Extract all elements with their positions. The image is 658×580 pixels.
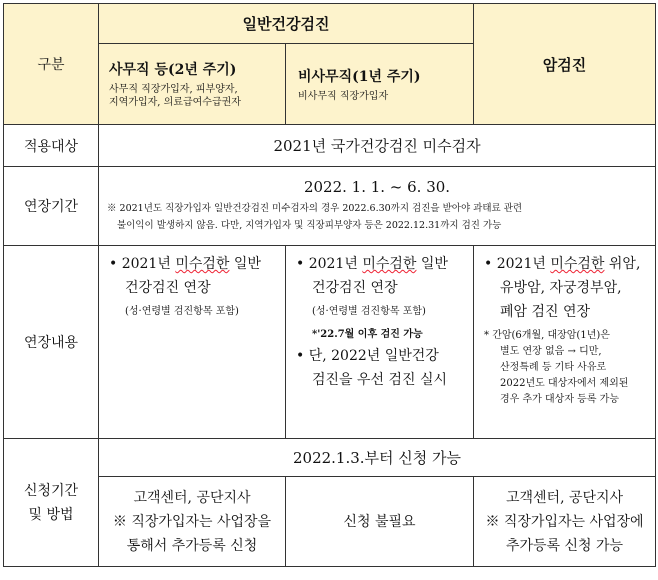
cancer-bullet-line-1 xyxy=(484,252,649,276)
extension-period-label: 연장기간 xyxy=(4,167,99,246)
non-office-bullet-year: • 2021년 xyxy=(296,256,358,272)
office-application xyxy=(99,477,286,567)
cancer-bullet-year: • 2021년 xyxy=(484,256,546,272)
non-office-application: 신청 불필요 xyxy=(286,477,474,567)
cancer-bullet-line-3: 폐암 검진 연장 xyxy=(500,304,591,320)
non-office-bullet2-line-2: 검진을 우선 검진 실시 xyxy=(312,372,448,388)
office-bullet-unexamined: 미수검한 xyxy=(175,256,230,272)
cancer-note-2: 별도 연장 없음 → 디만, xyxy=(500,346,602,357)
office-bullet-general: 일반 xyxy=(233,256,261,272)
application-label xyxy=(4,439,99,567)
non-office-star-note: *'22.7월 이후 검진 가능 xyxy=(312,329,423,340)
cancer-extension-details xyxy=(474,246,656,439)
cancer-bullet-stomach: 위암, xyxy=(608,256,641,272)
office-bullet-year: • 2021년 xyxy=(109,256,171,272)
extension-details-label: 연장내용 xyxy=(4,246,99,439)
office-bullet-line-1 xyxy=(109,252,279,276)
non-office-bullet-line-1 xyxy=(296,252,467,276)
cancer-application-line-2: ※ 직장가입자는 사업장에 xyxy=(485,513,644,530)
non-office-bullet-general: 일반 xyxy=(420,256,448,272)
cancer-application xyxy=(474,477,656,567)
health-checkup-table xyxy=(3,3,656,567)
office-paren-note: (성·연령별 검진항목 포함) xyxy=(125,306,239,317)
non-office-worker-header xyxy=(286,44,474,125)
office-worker-header xyxy=(99,44,286,125)
extension-period-cell xyxy=(99,167,656,246)
target-label: 적용대상 xyxy=(4,125,99,167)
office-extension-details xyxy=(99,246,286,439)
extension-period-note-1: ※ 2021년도 직장가입자 일반건강검진 미수검자의 경우 2022.6.30까지 검진을 받아야 과태료 관련 xyxy=(107,203,523,214)
non-office-worker-desc: 비사무직 직장가입자 xyxy=(298,90,389,102)
application-label-line-1: 신청기간 xyxy=(23,482,79,499)
cancer-note-3: 산정특례 등 기타 사유로 xyxy=(500,362,607,373)
non-office-bullet-unexamined: 미수검한 xyxy=(362,256,417,272)
cancer-application-line-3: 추가등록 신청 가능 xyxy=(505,537,624,554)
office-application-line-3: 통해서 추가등록 신청 xyxy=(126,537,258,554)
cancer-note-5: 경우 추가 대상자 등록 가능 xyxy=(500,394,619,405)
non-office-worker-title: 비사무직(1년 주기) xyxy=(298,68,421,85)
office-bullet-line-2: 건강검진 연장 xyxy=(125,280,211,296)
non-office-bullet2-line-1: • 단, 2022년 일반건강 xyxy=(296,348,439,364)
non-office-bullet-line-2: 건강검진 연장 xyxy=(312,280,398,296)
category-header: 구분 xyxy=(4,4,99,125)
extension-period-note-2: 불이익이 발생하지 않음. 다만, 지역가입자 및 직장피부양자 등은 2022.12.31까지 검진 가능 xyxy=(117,220,502,231)
non-office-extension-details xyxy=(286,246,474,439)
general-checkup-header: 일반건강검진 xyxy=(99,4,474,44)
target-value: 2021년 국가건강검진 미수검자 xyxy=(99,125,656,167)
office-worker-desc-2: 지역가입자, 의료급여수급권자 xyxy=(109,97,241,108)
office-worker-desc-1: 사무직 직장가입자, 피부양자, xyxy=(109,84,238,95)
office-worker-title: 사무직 등(2년 주기) xyxy=(109,62,237,78)
office-application-line-2: ※ 직장가입자는 사업장을 xyxy=(112,513,272,530)
cancer-bullet-line-2: 유방암, 자궁경부암, xyxy=(500,280,622,296)
application-label-line-2: 및 방법 xyxy=(28,506,74,523)
non-office-paren-note: (성·연령별 검진항목 포함) xyxy=(312,306,426,317)
application-date: 2022.1.3.부터 신청 가능 xyxy=(99,439,656,477)
cancer-note-1: * 간암(6개월, 대장암(1년)은 xyxy=(484,330,610,341)
cancer-bullet-unexamined: 미수검한 xyxy=(550,256,605,272)
extension-period-value: 2022. 1. 1. ~ 6. 30. xyxy=(303,178,451,196)
cancer-checkup-header: 암검진 xyxy=(474,4,656,125)
office-application-line-1: 고객센터, 공단지사 xyxy=(133,489,251,506)
cancer-note-4: 2022년도 대상자에서 제외된 xyxy=(500,378,629,389)
cancer-application-line-1: 고객센터, 공단지사 xyxy=(505,489,624,506)
